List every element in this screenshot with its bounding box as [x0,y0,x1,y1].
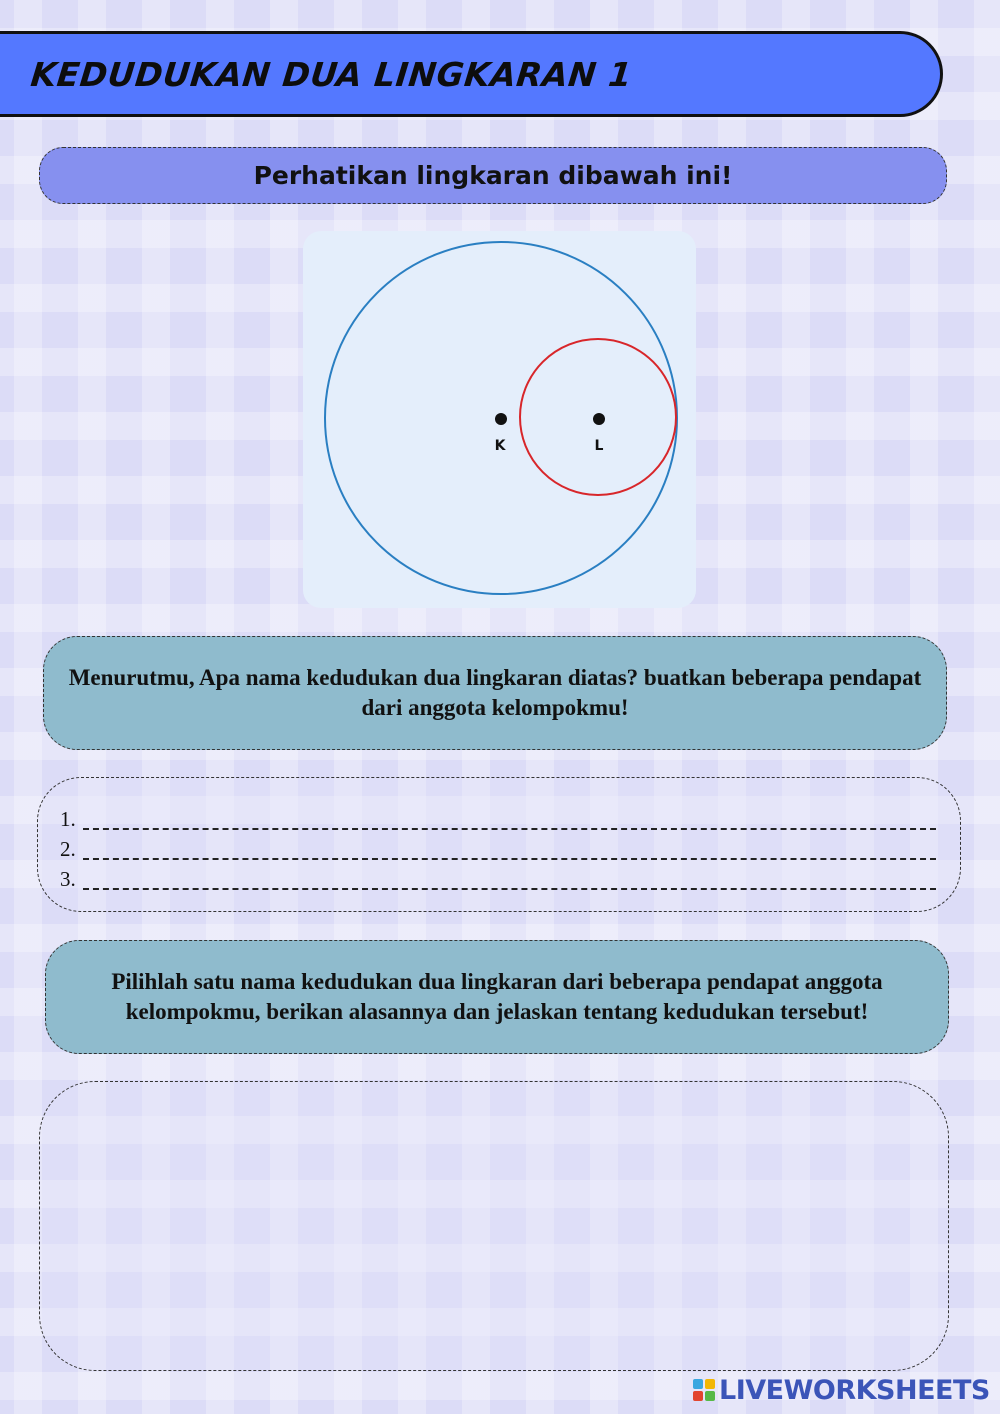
answer-number: 1. [60,807,76,831]
circle-figure [303,231,696,608]
liveworksheets-brand [693,1374,990,1406]
answer-line-3 [60,860,936,890]
answer-input-2[interactable] [83,848,936,860]
point-l [593,413,605,425]
answer-line-1 [60,800,936,830]
answer-line-2 [60,830,936,860]
point-k [495,413,507,425]
title-banner [0,31,943,117]
answer-list [37,777,961,912]
brand-text: LIVEWORKSHEETS [719,1374,990,1406]
question-box-1 [43,636,947,750]
instruction-banner [39,147,947,204]
circle-diagram [303,231,696,608]
answer-number: 3. [60,867,76,891]
point-l-label: L [594,438,604,454]
question-box-2 [45,940,949,1054]
liveworksheets-logo-icon [693,1379,715,1401]
question-2-text: Pilihlah satu nama kedudukan dua lingkaran dari beberapa pendapat anggota kelompokmu, berikan alasannya dan jelaskan tentang kedudukan tersebut! [111,969,883,1024]
page-title: KEDUDUKAN DUA LINGKARAN 1 [28,54,635,94]
point-k-label: K [494,438,506,454]
answer-number: 2. [60,837,76,861]
answer-input-1[interactable] [83,818,936,830]
explanation-answer-area[interactable] [39,1081,949,1371]
question-1-text: Menurutmu, Apa nama kedudukan dua lingkaran diatas? buatkan beberapa pendapat dari anggota kelompokmu! [68,665,922,720]
instruction-text: Perhatikan lingkaran dibawah ini! [253,161,733,190]
answer-input-3[interactable] [83,878,936,890]
